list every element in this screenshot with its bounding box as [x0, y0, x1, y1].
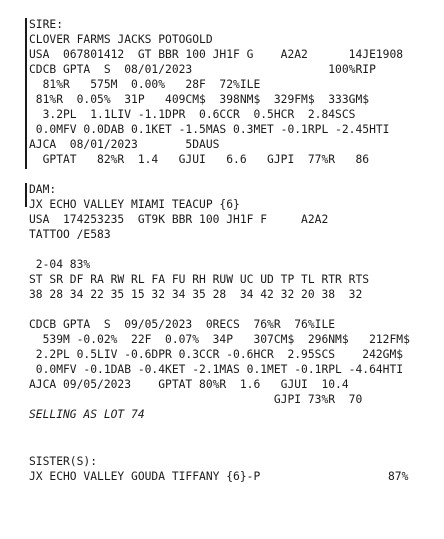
dam-registration-line: USA 174253235 GT9K BBR 100 JH1F F A2A2: [29, 213, 329, 226]
sire-gptat-line: GPTAT 82%R 1.4 GJUI 6.6 GJPI 77%R 86: [29, 153, 370, 166]
dam-name: JX ECHO VALLEY MIAMI TEACUP {6}: [29, 198, 240, 211]
sire-ajca-line: AJCA 08/01/2023 5DAUS: [29, 138, 220, 151]
dam-traits-header: ST SR DF RA RW RL FA FU RH RUW UC UD TP TL RTR RTS: [29, 273, 370, 286]
sire-milk-line: 81%R 575M 0.00% 28F 72%ILE: [29, 78, 261, 91]
sire-block-rule: [25, 18, 27, 169]
sire-health-line: 3.2PL 1.1LIV -1.1DPR 0.6CCR 0.5HCR 2.84SCS: [29, 108, 356, 121]
dam-health-line: 2.2PL 0.5LIV -0.6DPR 0.3CCR -0.6HCR 2.95SCS 242GM$: [29, 348, 404, 361]
dam-gjpi-line: GJPI 73%R 70: [29, 393, 363, 406]
dam-milk-line: 539M -0.02% 22F 0.07% 34P 307CM$ 296NM$ 212FM$: [29, 333, 410, 346]
lot-label: SELLING AS LOT 74: [29, 408, 145, 421]
sire-cdcb-line: CDCB GPTA S 08/01/2023 100%RIP: [29, 63, 376, 76]
sire-wellness-line: 0.0MFV 0.0DAB 0.1KET -1.5MAS 0.3MET -0.1RPL -2.45HTI: [29, 123, 390, 136]
sister-name: JX ECHO VALLEY GOUDA TIFFANY {6}-P: [29, 470, 261, 483]
sire-header: SIRE:: [29, 18, 64, 31]
dam-classification: 2-04 83%: [29, 258, 91, 271]
dam-cdcb-line: CDCB GPTA S 09/05/2023 0RECS 76%R 76%ILE: [29, 318, 336, 331]
dam-traits-values: 38 28 34 22 35 15 32 34 35 28 34 42 32 20 38 32: [29, 288, 363, 301]
dam-block-rule: [25, 183, 27, 207]
dam-wellness-line: 0.0MFV -0.1DAB -0.4KET -2.1MAS 0.1MET -0.1RPL -4.64HTI: [29, 363, 404, 376]
sisters-header: SISTER(S):: [29, 455, 98, 468]
dam-header: DAM:: [29, 183, 57, 196]
dam-tattoo: TATTOO /E583: [29, 228, 111, 241]
sire-index-line: 81%R 0.05% 31P 409CM$ 398NM$ 329FM$ 333GM$: [29, 93, 370, 106]
sire-name: CLOVER FARMS JACKS POTOGOLD: [29, 33, 213, 46]
sister-percent: 87%: [388, 470, 409, 483]
sire-registration-line: USA 067801412 GT BBR 100 JH1F G A2A2 14JE1908: [29, 48, 404, 61]
dam-ajca-line: AJCA 09/05/2023 GPTAT 80%R 1.6 GJUI 10.4: [29, 378, 349, 391]
